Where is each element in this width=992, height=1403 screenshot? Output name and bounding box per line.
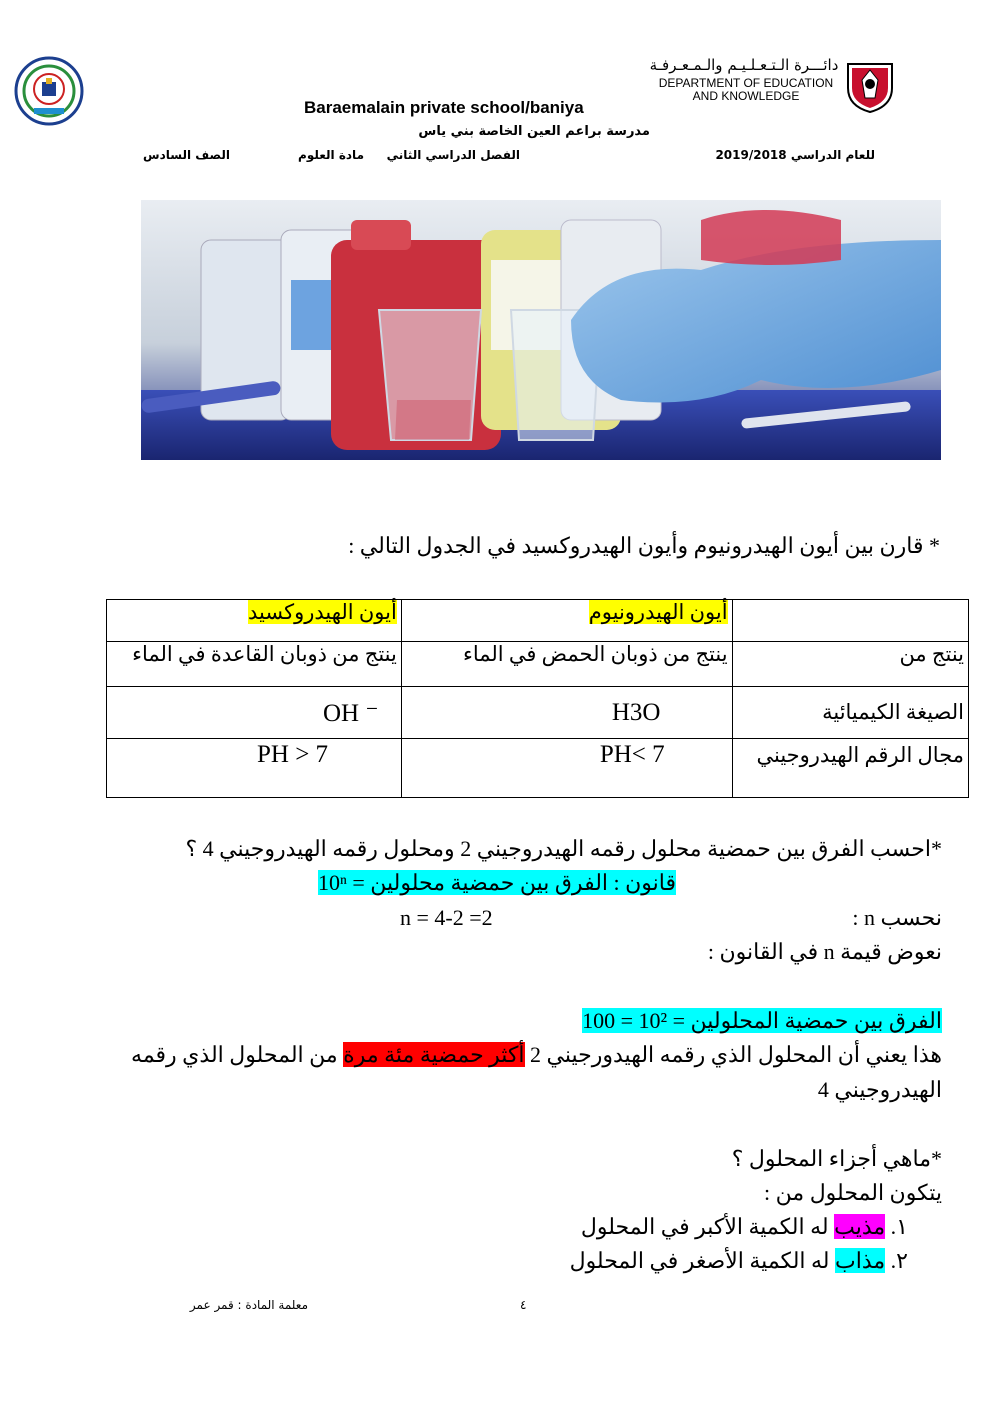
- row-label: الصيغة الكيميائية: [732, 687, 968, 739]
- school-logo: [14, 56, 84, 126]
- table-row: [107, 642, 969, 687]
- table-row: [107, 739, 969, 798]
- explanation-line-1: هذا يعني أن المحلول الذي رقمه الهيدورجيني 2 أكثر حمضية مئة مرة من المحلول الذي رقمه: [131, 1042, 942, 1067]
- academic-year: للعام الدراسي 2019/2018: [715, 148, 875, 162]
- calc-value: n = 4-2 =2: [400, 905, 493, 930]
- header-hydronium: أيون الهيدرونيوم: [401, 600, 732, 642]
- law-statement: قانون : الفرق بين حمضية محلولين = 10ⁿ: [317, 870, 676, 895]
- teacher-name: معلمة المادة : قمر عمر: [189, 1298, 308, 1312]
- substitute-step: نعوض قيمة n في القانون :: [707, 939, 942, 964]
- list-item-solvent: ١. مذيب له الكمية الأكبر في المحلول: [580, 1214, 908, 1239]
- table-corner-cell: [732, 600, 968, 642]
- cell-hydroxide: OH ⁻: [107, 687, 402, 739]
- question-solution-parts: *ماهي أجزاء المحلول ؟: [731, 1146, 942, 1171]
- list-item-solute: ٢. مذاب له الكمية الأصغر في المحلول: [569, 1248, 908, 1273]
- header-hydroxide: أيون الهيدروكسيد: [107, 600, 402, 642]
- cell-hydronium: ينتج من ذوبان الحمض في الماء: [401, 642, 732, 687]
- cell-hydroxide: PH > 7: [107, 739, 402, 798]
- department-line-2: AND KNOWLEDGE: [692, 89, 800, 103]
- highlight-hundred-times: أكثر حمضية مئة مرة: [343, 1042, 525, 1067]
- question-acidity-difference: *احسب الفرق بين حمضية محلول رقمه الهيدروجيني 2 ومحلول رقمه الهيدروجيني 4 ؟: [185, 836, 942, 861]
- cell-hydronium: H3O: [401, 687, 732, 739]
- page-number: ٤: [520, 1298, 527, 1312]
- term-solvent: مذيب: [834, 1214, 886, 1239]
- row-label: مجال الرقم الهيدروجيني: [732, 739, 968, 798]
- question-compare-ions: * قارن بين أيون الهيدرونيوم وأيون الهيدروكسيد في الجدول التالي :: [348, 533, 940, 558]
- table-row: [107, 687, 969, 739]
- term-solute: مذاب: [835, 1248, 886, 1273]
- school-name-arabic: مدرسة براعم العين الخاصة بني ياس: [418, 124, 650, 139]
- department-name-english: [652, 77, 840, 103]
- row-label: ينتج من: [732, 642, 968, 687]
- cell-hydronium: PH< 7: [401, 739, 732, 798]
- department-line-1: DEPARTMENT OF EDUCATION: [658, 76, 834, 90]
- cell-hydroxide: ينتج من ذوبان القاعدة في الماء: [107, 642, 402, 687]
- semester: الفصل الدراسي الثاني: [386, 148, 520, 162]
- department-emblem: [842, 54, 898, 114]
- subject: مادة العلوم: [298, 148, 364, 162]
- comparison-table: [106, 599, 969, 798]
- solution-intro: يتكون المحلول من :: [764, 1180, 942, 1205]
- lab-photo: [141, 200, 941, 460]
- table-header-row: [107, 600, 969, 642]
- explanation-line-2: الهيدروجيني 4: [817, 1077, 942, 1102]
- school-name-english: Baraemalain private school/baniya: [304, 98, 584, 117]
- calc-label: نحسب n :: [852, 905, 942, 930]
- department-name-arabic: دائـــرة الـتـعـلـيـم والـمـعـرفـة: [649, 56, 839, 74]
- grade: الصف السادس: [143, 148, 230, 162]
- result-line: الفرق بين حمضية المحلولين = 10² = 100: [582, 1008, 942, 1033]
